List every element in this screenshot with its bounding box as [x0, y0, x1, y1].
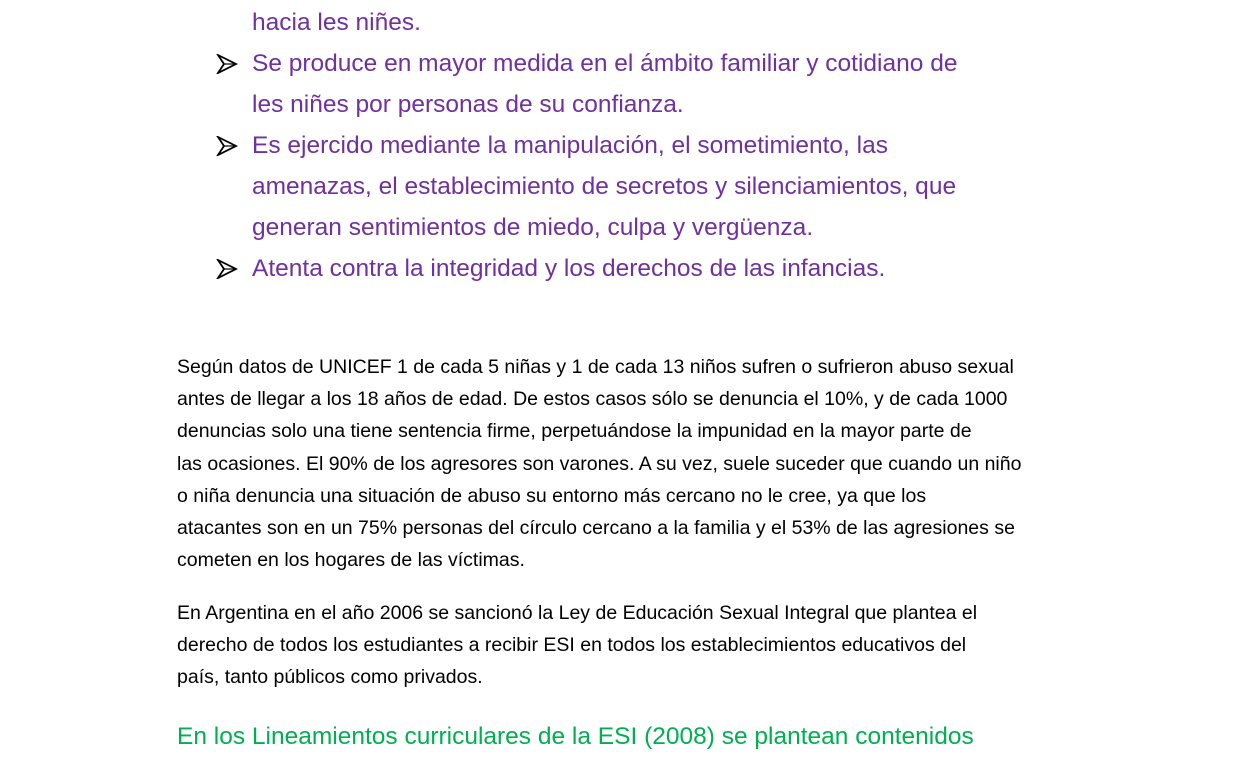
bullet-item-text: Es ejercido mediante la manipulación, el sometimiento, las	[252, 132, 888, 159]
paragraph-line: Según datos de UNICEF 1 de cada 5 niñas y 1 de cada 13 niños sufren o sufrieron abuso sexual	[177, 356, 1014, 378]
arrowhead-bullet-icon	[216, 54, 238, 74]
bullet-item-line	[214, 43, 1044, 84]
paragraph-line: las ocasiones. El 90% de los agresores son varones. A su vez, suele suceder que cuando un niño	[177, 452, 1022, 475]
green-heading: En los Lineamientos curriculares de la ESI (2008) se plantean contenidos	[177, 723, 974, 750]
bullet-item	[214, 125, 1044, 248]
paragraph-line: atacantes son en un 75% personas del círculo cercano a la familia y el 53% de las agresiones se	[177, 517, 1015, 540]
bullet-item-text: Atenta contra la integridad y los derechos de las infancias.	[252, 255, 886, 282]
paragraph-unicef	[177, 351, 1077, 576]
bullet-item-line: amenazas, el establecimiento de secretos y silenciamientos, que	[252, 173, 957, 200]
arrowhead-bullet-icon	[216, 136, 238, 156]
bullet-item-line	[214, 125, 1044, 166]
bullet-item-line	[214, 248, 1044, 289]
paragraph-line: o niña denuncia una situación de abuso su entorno más cercano no le cree, ya que los	[177, 484, 927, 507]
paragraph-line: derecho de todos los estudiantes a recibir ESI en todos los establecimientos educativos del	[177, 634, 967, 657]
paragraph-argentina	[177, 597, 1077, 694]
bullet-item	[214, 43, 1044, 125]
paragraph-line: En Argentina en el año 2006 se sancionó la Ley de Educación Sexual Integral que plantea el	[177, 602, 978, 624]
arrowhead-bullet-icon	[216, 259, 238, 279]
paragraph-line: cometen en los hogares de las víctimas.	[177, 549, 525, 572]
paragraph-line: denuncias solo una tiene sentencia firme, perpetuándose la impunidad en la mayor parte de	[177, 420, 972, 443]
bullet-continued-line: hacia les niñes.	[252, 9, 421, 36]
paragraph-line: país, tanto públicos como privados.	[177, 666, 483, 689]
bullet-item	[214, 248, 1044, 289]
bullet-list	[214, 2, 1044, 289]
paragraph-line: antes de llegar a los 18 años de edad. De estos casos sólo se denuncia el 10%, y de cada 1000	[177, 388, 1008, 411]
bullet-item-line: les niñes por personas de su confianza.	[252, 91, 684, 118]
bullet-item-line: generan sentimientos de miedo, culpa y vergüenza.	[252, 214, 814, 241]
bullet-item-text: Se produce en mayor medida en el ámbito familiar y cotidiano de	[252, 50, 958, 77]
